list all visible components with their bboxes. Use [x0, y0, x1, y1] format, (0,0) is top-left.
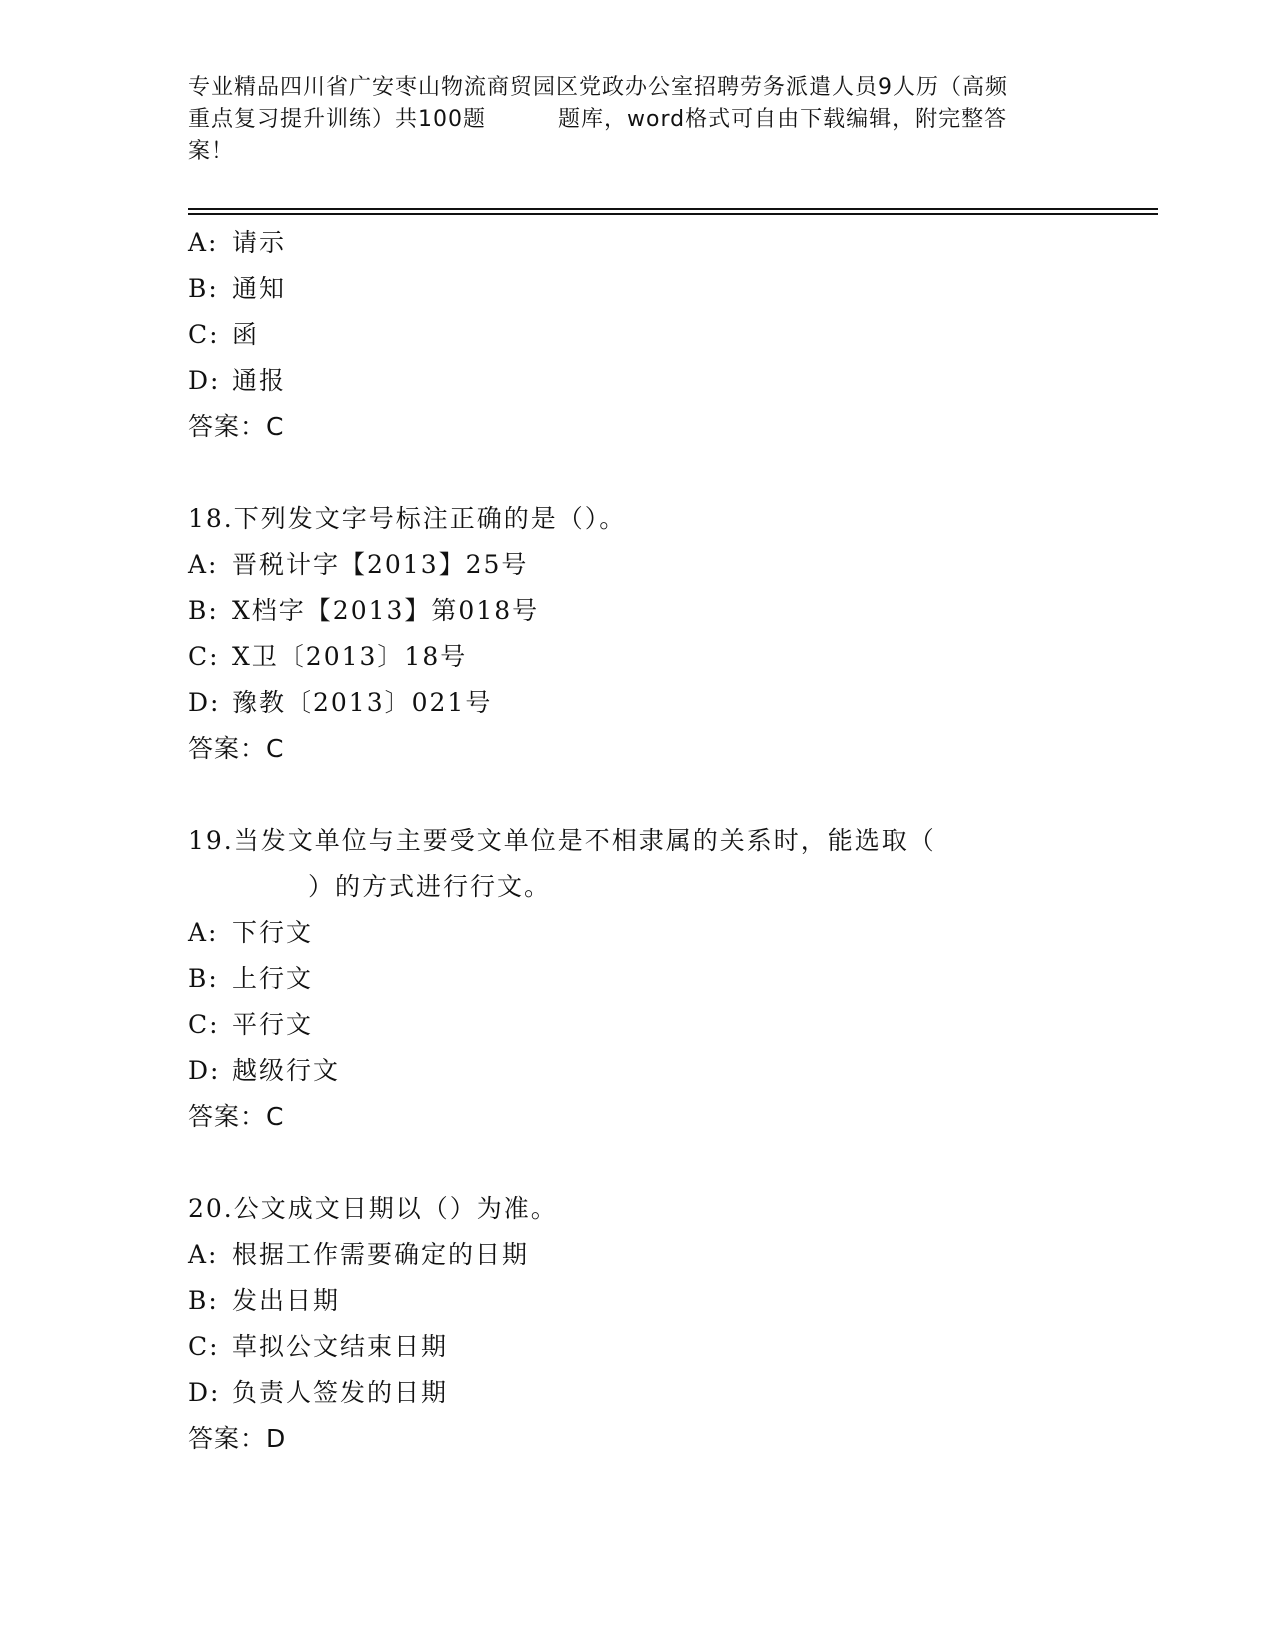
answer-line: 答案：D: [188, 1424, 287, 1453]
question-17: [188, 220, 1148, 450]
answer-value: C: [266, 734, 285, 763]
answer-line: 答案：C: [188, 734, 285, 763]
header-divider-bottom: [188, 213, 1158, 215]
answer-value: D: [266, 1424, 287, 1453]
option-b: B: 上行文: [188, 964, 314, 993]
option-c: C: 平行文: [188, 1010, 314, 1039]
option-d: D: 通报: [188, 366, 287, 395]
header-line-2a: 重点复习提升训练）共100题: [188, 107, 486, 132]
answer-line: 答案：C: [188, 1102, 285, 1131]
option-d: D: 越级行文: [188, 1056, 341, 1085]
header-line-1: 专业精品四川省广安枣山物流商贸园区党政办公室招聘劳务派遣人员9人历（高频: [188, 75, 1008, 100]
header-line-2b: 题库，word格式可自由下载编辑，附完整答: [558, 107, 1008, 132]
answer-value: C: [266, 412, 285, 441]
option-c: C: X卫〔2013〕18号: [188, 642, 468, 671]
question-list: [188, 220, 1148, 1462]
question-text: 20.公文成文日期以（）为准。: [188, 1194, 558, 1223]
option-a: A: 晋税计字【2013】25号: [188, 550, 529, 579]
header-line-2: [188, 104, 1088, 136]
question-text: 18.下列发文字号标注正确的是（）。: [188, 504, 627, 533]
answer-value: C: [266, 1102, 285, 1131]
option-a: A: 请示: [188, 228, 287, 257]
header-divider-top: [188, 208, 1158, 210]
option-a: A: 根据工作需要确定的日期: [188, 1240, 530, 1269]
option-b: B: 通知: [188, 274, 287, 303]
option-d: D: 豫教〔2013〕021号: [188, 688, 493, 717]
question-20: [188, 1186, 1148, 1462]
option-d: D: 负责人签发的日期: [188, 1378, 449, 1407]
option-b: B: 发出日期: [188, 1286, 341, 1315]
answer-line: 答案：C: [188, 412, 285, 441]
question-18: [188, 496, 1148, 772]
option-c: C: 函: [188, 320, 260, 349]
question-text-continued: ）的方式进行行文。: [308, 872, 552, 901]
document-header: [188, 72, 1088, 168]
option-b: B: X档字【2013】第018号: [188, 596, 540, 625]
option-a: A: 下行文: [188, 918, 314, 947]
question-text: 19.当发文单位与主要受文单位是不相隶属的关系时，能选取（: [188, 826, 936, 855]
option-c: C: 草拟公文结束日期: [188, 1332, 449, 1361]
question-19: [188, 818, 1148, 1140]
header-line-3: 案！: [188, 139, 235, 164]
